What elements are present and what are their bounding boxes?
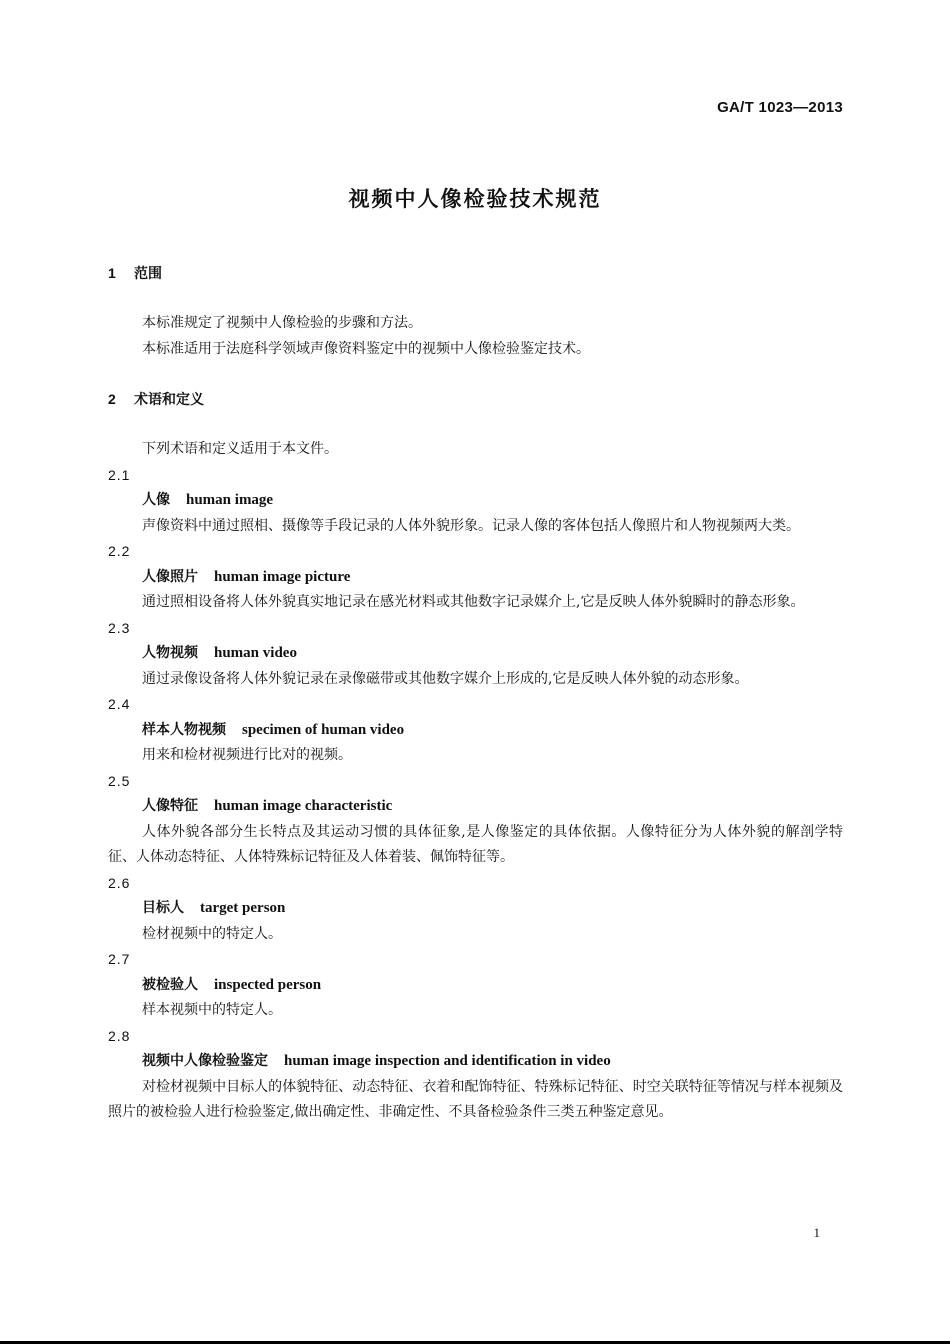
term-name: [108, 896, 843, 922]
term-name: [108, 794, 843, 820]
term-name-en: human image picture: [214, 568, 351, 585]
term-name: [108, 641, 843, 667]
term-number: 2.2: [108, 543, 131, 559]
term-name-zh: 人物视频: [142, 645, 198, 661]
term-definition: 对检材视频中目标人的体貌特征、动态特征、衣着和配饰特征、特殊标记特征、时空关联特征等情况与样本视频及照片的被检验人进行检验鉴定,做出确定性、非确定性、不具备检验条件三类五种鉴定意见。: [108, 1078, 843, 1120]
page-number: 1: [813, 1225, 820, 1240]
term-number: 2.8: [108, 1027, 131, 1044]
term-definition: 检材视频中的特定人。: [142, 925, 282, 942]
term-number: 2.4: [108, 696, 131, 712]
term-name-en: target person: [200, 900, 286, 916]
term-definition: 声像资料中通过照相、摄像等手段记录的人体外貌形象。记录人像的客体包括人像照片和人物视频两大类。: [142, 517, 800, 534]
term-name-zh: 人像特征: [142, 798, 198, 814]
section-number: 1: [108, 265, 116, 281]
term-definition: 样本视频中的特定人。: [142, 1002, 282, 1018]
term-name-en: human video: [214, 645, 297, 661]
term-definition: 用来和检材视频进行比对的视频。: [142, 747, 352, 763]
section-heading-scope: [108, 261, 843, 286]
term-name-en: inspected person: [214, 976, 322, 993]
term-definition: 人体外貌各部分生长特点及其运动习惯的具体征象,是人像鉴定的具体依据。人像特征分为人体外貌的解剖学特征、人体动态特征、人体特殊标记特征及人体着装、佩饰特征等。: [108, 823, 843, 865]
section-heading-terms: [108, 387, 843, 412]
scope-paragraph: 本标准规定了视频中人像检验的步骤和方法。: [142, 315, 422, 331]
term-definition: 通过录像设备将人体外貌记录在录像磁带或其他数字媒介上形成的,它是反映人体外貌的动态形象。: [142, 670, 749, 687]
term-name: [108, 718, 843, 744]
term-number: 2.5: [108, 772, 131, 789]
term-number: 2.7: [108, 951, 131, 967]
terms-intro: 下列术语和定义适用于本文件。: [142, 441, 338, 457]
section-title: 范围: [134, 266, 162, 282]
term-name: [108, 488, 843, 514]
term-number: 2.6: [108, 874, 131, 891]
term-name-zh: 目标人: [142, 900, 184, 916]
document-title: 视频中人像检验技术规范: [348, 187, 602, 211]
term-name-zh: 样本人物视频: [142, 721, 226, 738]
scope-paragraph: 本标准适用于法庭科学领域声像资料鉴定中的视频中人像检验鉴定技术。: [142, 340, 590, 357]
term-name-en: specimen of human video: [242, 721, 405, 738]
term-name-zh: 人像: [142, 492, 170, 508]
term-name: [108, 565, 843, 591]
document-body: [108, 261, 843, 1126]
term-name-en: human image inspection and identification in video: [284, 1053, 611, 1069]
section-title: 术语和定义: [134, 392, 204, 408]
term-name-zh: 视频中人像检验鉴定: [142, 1053, 268, 1069]
term-name-en: human image: [186, 492, 274, 508]
term-number: 2.1: [108, 466, 131, 483]
term-name: [108, 1049, 843, 1075]
section-number: 2: [108, 391, 116, 407]
term-name-en: human image characteristic: [214, 798, 393, 814]
term-name-zh: 被检验人: [142, 976, 198, 993]
term-definition: 通过照相设备将人体外貌真实地记录在感光材料或其他数字记录媒介上,它是反映人体外貌瞬时的静态形象。: [142, 594, 805, 610]
standard-code: GA/T 1023—2013: [717, 99, 843, 116]
term-number: 2.3: [108, 619, 131, 636]
term-name: [108, 973, 843, 999]
term-name-zh: 人像照片: [142, 568, 198, 585]
